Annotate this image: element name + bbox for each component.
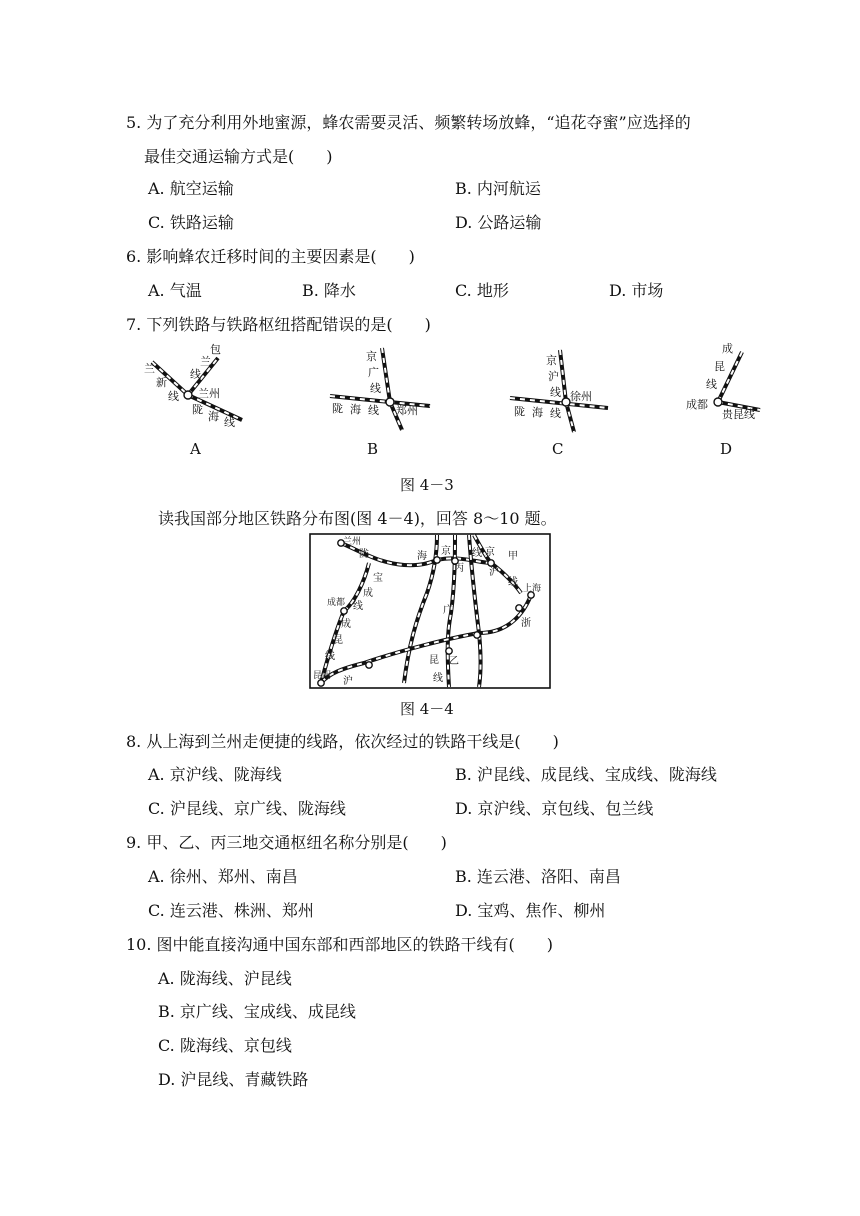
q9-option-d: D. 宝鸡、焦作、柳州 [455,901,606,920]
q10-option-a: A. 陇海线、沪昆线 [158,969,292,988]
fig-d-label: 贵昆线 [722,408,755,421]
q10-option-d: D. 沪昆线、青藏铁路 [158,1070,309,1089]
map-label: 昆 [429,655,439,666]
fig-c-label: 线 [550,386,561,399]
map-label: 浙 [521,618,531,629]
fig-b-label: 线 [370,382,381,395]
map-label: 线 [508,577,518,588]
map-label: 乙 [449,656,459,667]
fig-d-label: 昆 [714,360,725,373]
map-label: 陇 [359,549,369,560]
figure-4-3-caption: 图 4－3 [400,476,454,494]
map-label: 兰州 [343,537,362,547]
q5-option-d: D. 公路运输 [455,213,542,232]
fig-c-label: 徐州 [570,390,592,403]
q5-option-b: B. 内河航运 [455,179,541,198]
fig-c-label: 沪 [548,370,559,383]
map-label: 昆 [333,635,343,646]
map-label: 上海 [523,584,542,594]
fig-d-letter: D [720,440,733,458]
fig-b-label: 海 [350,403,361,416]
fig-c-label: 京 [546,354,557,367]
fig-c-label: 陇 [514,405,525,418]
q6-option-d: D. 市场 [609,281,664,300]
fig-a-label: 兰州 [198,387,220,400]
fig-b-label: 京 [366,350,377,363]
map-label: 昆明 [313,671,332,681]
map-label: 甲 [508,551,518,562]
q8-option-b: B. 沪昆线、成昆线、宝成线、陇海线 [455,765,717,784]
map-label: 海 [417,551,427,562]
map-label: 成都 [327,598,346,608]
q5-option-c: C. 铁路运输 [148,213,234,232]
fig-a-label: 线 [224,416,235,429]
q6-option-b: B. 降水 [302,281,356,300]
fig-d-label: 成 [722,342,733,355]
figure-4-4-caption: 图 4－4 [400,700,454,718]
q8-option-a: A. 京沪线、陇海线 [148,765,282,784]
map-label: 宝 [373,573,383,584]
map-label: 线 [433,673,443,684]
figure-4-4-map [309,533,551,689]
q6-option-c: C. 地形 [455,281,509,300]
q6-option-a: A. 气温 [148,281,202,300]
q5-option-a: A. 航空运输 [148,179,234,198]
fig-c-diagram [510,350,608,432]
map-label: 京 [485,547,495,558]
fig-c-label: 海 [532,406,543,419]
fig-c-label: 线 [550,407,561,420]
fig-a-label: 线 [168,390,179,403]
fig-a-letter: A [190,440,201,458]
fig-a-label: 包 [210,343,221,356]
q9-option-c: C. 连云港、株洲、郑州 [148,901,314,920]
fig-d-diagram [686,341,760,421]
q5-stem-line1: 5. 为了充分利用外地蜜源，蜂农需要灵活、频繁转场放蜂，“追花夺蜜”应选择的 [126,113,691,132]
q8-option-d: D. 京沪线、京包线、包兰线 [455,799,654,818]
fig-b-letter: B [367,440,379,458]
fig-a-label: 线 [190,368,201,381]
q9-option-b: B. 连云港、洛阳、南昌 [455,867,621,886]
q8-option-c: C. 沪昆线、京广线、陇海线 [148,799,346,818]
map-label: 线 [353,601,363,612]
map-label: 京 [441,546,451,557]
fig-b-diagram [330,348,430,430]
map-label: 沪 [489,567,499,578]
q5-stem-line2: 最佳交通运输方式是( ) [144,147,333,166]
q9-stem: 9. 甲、乙、丙三地交通枢纽名称分别是( ) [126,833,447,852]
map-label: 成 [363,588,373,599]
fig-b-label: 郑州 [396,404,418,417]
q7-stem: 7. 下列铁路与铁路枢纽搭配错误的是( ) [126,315,431,334]
map-label: 线 [472,548,482,559]
q9-option-a: A. 徐州、郑州、南昌 [148,867,298,886]
fig-d-label: 线 [706,378,717,391]
map-label: 沪 [343,676,353,687]
q10-option-c: C. 陇海线、京包线 [158,1036,292,1055]
map-label: 线 [325,651,335,662]
fig-c-letter: C [552,440,564,458]
q10-stem: 10. 图中能直接沟通中国东部和西部地区的铁路干线有( ) [126,935,554,954]
fig-b-label: 陇 [332,402,343,415]
intro-text: 读我国部分地区铁路分布图(图 4－4)，回答 8～10 题。 [158,509,557,528]
map-label: 丙 [454,563,464,574]
fig-a-label: 兰 [144,362,155,375]
q6-stem: 6. 影响蜂农迁移时间的主要因素是( ) [126,247,415,266]
fig-b-label: 广 [368,366,379,379]
q10-option-b: B. 京广线、宝成线、成昆线 [158,1002,356,1021]
fig-a-label: 海 [208,410,219,423]
fig-a-label: 兰 [200,355,211,368]
fig-a-label: 新 [156,376,167,389]
map-label: 成 [341,619,351,630]
figure-4-3 [130,340,780,435]
map-label: 广 [443,605,453,616]
fig-b-label: 线 [368,404,379,417]
q8-stem: 8. 从上海到兰州走便捷的线路，依次经过的铁路干线是( ) [126,732,559,751]
fig-d-label: 成都 [686,398,708,411]
fig-a-diagram [144,342,242,429]
fig-a-label: 陇 [192,403,203,416]
